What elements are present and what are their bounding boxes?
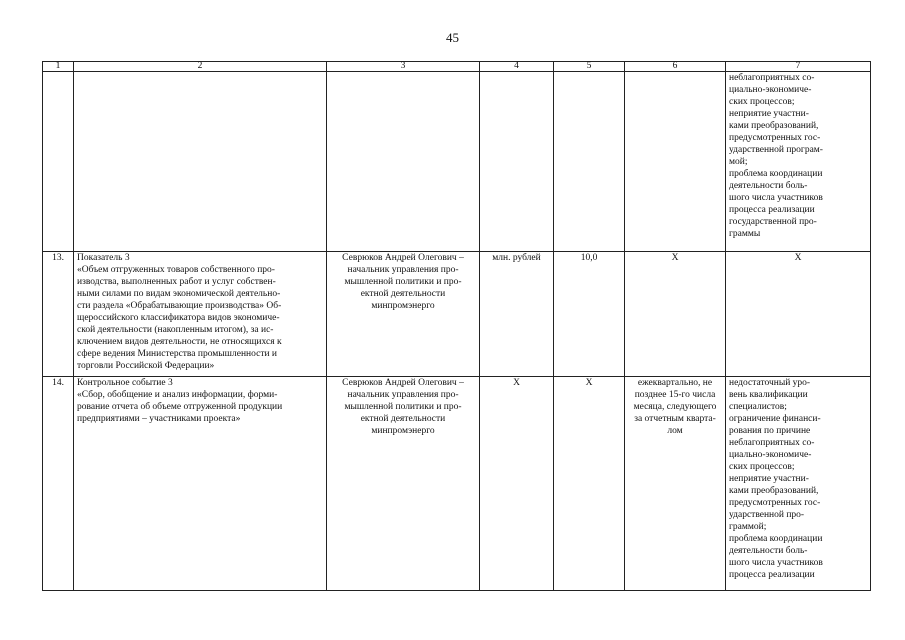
text-line: ударственной про- [729, 510, 805, 520]
text-line: X [794, 253, 802, 263]
text-line: государственной про- [729, 217, 817, 227]
text-line: ными силами по видам экономической деятельно- [77, 289, 281, 299]
text-line: рования по причине [729, 426, 811, 436]
risks [726, 72, 871, 252]
text-line: ударственной програм- [729, 145, 823, 155]
text-line: проблема координации [729, 534, 823, 544]
text-line: X [671, 253, 679, 263]
column-header-4: 4 [480, 62, 554, 72]
text-line: неблагоприятных со- [729, 73, 815, 83]
column-header-3: 3 [327, 62, 480, 72]
value: 10,0 [554, 252, 625, 377]
text-line: шого числа участников [729, 558, 823, 568]
text-line: процесса реализации [729, 570, 815, 580]
text-line: деятельности боль- [729, 546, 808, 556]
text-line: «Объем отгруженных товаров собственного про- [77, 265, 275, 275]
text-line: месяца, следующего [633, 402, 717, 412]
table-row-13 [43, 252, 871, 377]
text-line: Севрюков Андрей Олегович – [342, 378, 464, 388]
text-line: рование отчета об объеме отгруженной продукции [77, 402, 283, 412]
text-line: ектной деятельности [360, 289, 446, 299]
text-line: граммы [729, 229, 761, 239]
text-line: недостаточный уро- [729, 378, 811, 388]
text-line: минпромэнерго [371, 426, 435, 436]
text-line: неприятие участни- [729, 474, 809, 484]
text-line: предприятиями – участниками проекта» [77, 414, 241, 424]
text-line: Показатель 3 [77, 253, 130, 263]
deadline [625, 377, 726, 591]
table-row-14 [43, 377, 871, 591]
text-line: шого числа участников [729, 193, 823, 203]
text-line: специалистов; [729, 402, 787, 412]
text-line: граммой; [729, 522, 767, 532]
text-line: мышленной политики и про- [344, 402, 462, 412]
text-line: ками преобразований, [729, 121, 819, 131]
text-line: предусмотренных гос- [729, 133, 821, 143]
text-line: ских процессов; [729, 462, 795, 472]
risks [726, 377, 871, 591]
indicator-name [74, 377, 327, 591]
text-line: мышленной политики и про- [344, 277, 462, 287]
responsible-person [327, 72, 480, 252]
text-line: за отчетным кварта- [634, 414, 716, 424]
text-line: начальник управления про- [347, 390, 459, 400]
column-header-1: 1 [43, 62, 74, 72]
text-line: мой; [729, 157, 748, 167]
text-line: ключением видов деятельности, не относящихся к [77, 337, 282, 347]
column-number-row [43, 62, 871, 72]
text-line: Севрюков Андрей Олегович – [342, 253, 464, 263]
responsible-person [327, 252, 480, 377]
text-line: неблагоприятных со- [729, 438, 815, 448]
column-header-6: 6 [625, 62, 726, 72]
text-line: начальник управления про- [347, 265, 459, 275]
deadline [625, 72, 726, 252]
text-line: проблема координации [729, 169, 823, 179]
text-line: лом [667, 426, 683, 436]
responsible-person [327, 377, 480, 591]
deadline [625, 252, 726, 377]
row-number: 13. [43, 252, 74, 377]
text-line: минпромэнерго [371, 301, 435, 311]
column-header-7: 7 [726, 62, 871, 72]
indicator-name [74, 252, 327, 377]
text-line: щероссийского классификатора видов экономиче- [77, 313, 280, 323]
text-line: торговли Российской Федерации» [77, 361, 215, 371]
text-line: ограничение финанси- [729, 414, 821, 424]
row-number: 14. [43, 377, 74, 591]
text-line: циально-экономиче- [729, 85, 812, 95]
text-line: ской деятельности (накопленным итогом), за ис- [77, 325, 274, 335]
unit-of-measure [480, 72, 554, 252]
text-line: ежеквартально, не [637, 378, 713, 388]
column-header-2: 2 [74, 62, 327, 72]
text-line: сфере ведения Министерства промышленности и [77, 349, 278, 359]
unit-of-measure: X [480, 377, 554, 591]
value: X [554, 377, 625, 591]
value [554, 72, 625, 252]
text-line: вень квалификации [729, 390, 808, 400]
column-header-5: 5 [554, 62, 625, 72]
risks [726, 252, 871, 377]
indicator-name [74, 72, 327, 252]
text-line: ками преобразований, [729, 486, 819, 496]
text-line: сти раздела «Обрабатывающие производства» Об- [77, 301, 282, 311]
text-line: циально-экономиче- [729, 450, 812, 460]
text-line: деятельности боль- [729, 181, 808, 191]
text-line: изводства, выполненных работ и услуг собствен- [77, 277, 276, 287]
report-table [42, 61, 871, 591]
table-row-continuation [43, 72, 871, 252]
text-line: неприятие участни- [729, 109, 809, 119]
page-number: 45 [446, 30, 459, 45]
text-line: «Сбор, обобщение и анализ информации, форми- [77, 390, 278, 400]
text-line: ских процессов; [729, 97, 795, 107]
text-line: процесса реализации [729, 205, 815, 215]
text-line: предусмотренных гос- [729, 498, 821, 508]
text-line: ектной деятельности [360, 414, 446, 424]
row-number [43, 72, 74, 252]
unit-of-measure: млн. рублей [480, 252, 554, 377]
text-line: Контрольное событие 3 [77, 378, 173, 388]
text-line: позднее 15-го числа [634, 390, 716, 400]
